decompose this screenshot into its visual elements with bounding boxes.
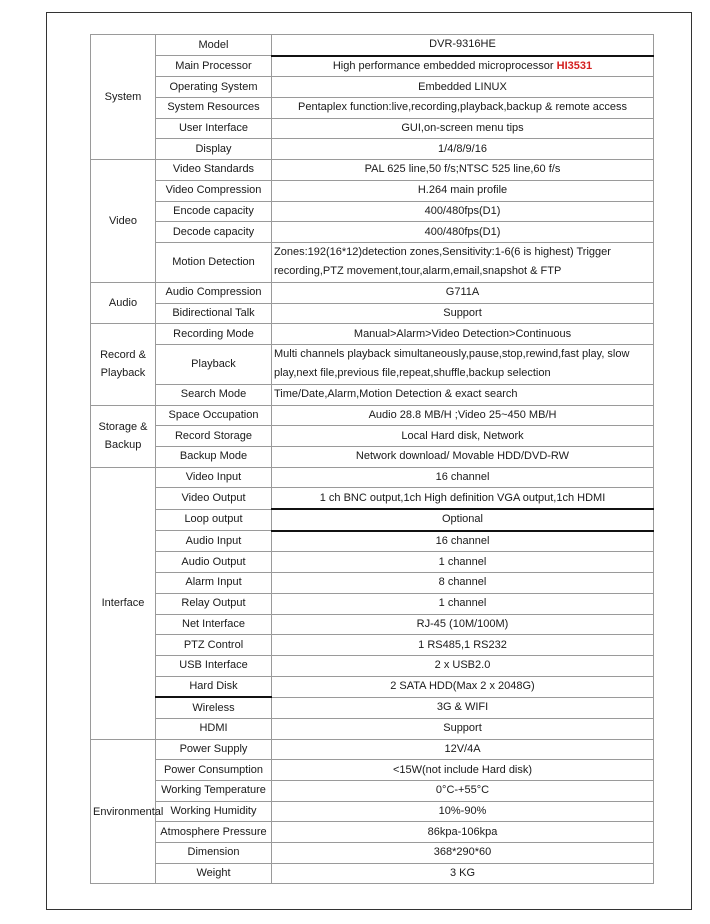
table-row [91, 77, 654, 98]
table-row [91, 222, 654, 243]
spec-value: H.264 main profile [272, 180, 654, 201]
processor-highlight: HI3531 [556, 60, 593, 73]
spec-value-text: High performance embedded microprocessor [332, 60, 554, 73]
spec-label: Video Output [156, 488, 272, 509]
spec-value: G711A [272, 282, 654, 303]
spec-label: Audio Compression [156, 282, 272, 303]
table-row [91, 781, 654, 802]
spec-label: Space Occupation [156, 405, 272, 426]
table-row [91, 697, 654, 718]
spec-label: Audio Output [156, 552, 272, 573]
spec-label: Dimension [156, 843, 272, 864]
table-row [91, 635, 654, 656]
spec-value: Network download/ Movable HDD/DVD-RW [272, 447, 654, 468]
spec-value: <15W(not include Hard disk) [272, 760, 654, 781]
table-row [91, 180, 654, 201]
spec-label: Search Mode [156, 384, 272, 405]
table-row [91, 863, 654, 884]
spec-label: HDMI [156, 718, 272, 739]
spec-label: Relay Output [156, 593, 272, 614]
spec-label: Video Input [156, 467, 272, 488]
spec-label: USB Interface [156, 655, 272, 676]
table-row [91, 56, 654, 77]
table-row [91, 35, 654, 56]
table-row [91, 822, 654, 843]
spec-label: Hard Disk [156, 676, 272, 697]
table-row [91, 282, 654, 303]
spec-label: PTZ Control [156, 635, 272, 656]
spec-value: Manual>Alarm>Video Detection>Continuous [272, 324, 654, 345]
category-cell: Interface [91, 467, 156, 739]
spec-label: Wireless [156, 697, 272, 718]
spec-label: Record Storage [156, 426, 272, 447]
spec-table [90, 34, 654, 884]
table-row [91, 426, 654, 447]
category-cell: Record & Playback [91, 324, 156, 405]
spec-value: Multi channels playback simultaneously,pause,stop,rewind,fast play, slow play,next file,previous file,repeat,shuffle,backup selection [272, 344, 654, 384]
table-row [91, 760, 654, 781]
spec-value: 368*290*60 [272, 843, 654, 864]
spec-value: Local Hard disk, Network [272, 426, 654, 447]
table-row [91, 739, 654, 760]
spec-label: Working Temperature [156, 781, 272, 802]
table-row [91, 509, 654, 531]
spec-value: 3 KG [272, 863, 654, 884]
spec-value: Pentaplex function:live,recording,playback,backup & remote access [272, 98, 654, 119]
table-row [91, 531, 654, 552]
spec-label: Display [156, 139, 272, 160]
spec-label: User Interface [156, 118, 272, 139]
spec-value: 12V/4A [272, 739, 654, 760]
spec-value: 3G & WIFI [272, 697, 654, 718]
spec-label: Recording Mode [156, 324, 272, 345]
spec-value: GUI,on-screen menu tips [272, 118, 654, 139]
spec-value: 1 channel [272, 552, 654, 573]
spec-label: Encode capacity [156, 201, 272, 222]
table-row [91, 405, 654, 426]
category-cell: System [91, 35, 156, 160]
spec-label: Alarm Input [156, 573, 272, 594]
spec-value: 16 channel [272, 531, 654, 552]
spec-value: 1 channel [272, 593, 654, 614]
spec-label: Motion Detection [156, 242, 272, 282]
category-cell: Video [91, 160, 156, 283]
spec-value: 8 channel [272, 573, 654, 594]
spec-value: 1/4/8/9/16 [272, 139, 654, 160]
spec-label: Decode capacity [156, 222, 272, 243]
table-row [91, 573, 654, 594]
table-row [91, 843, 654, 864]
table-row [91, 201, 654, 222]
spec-value: Support [272, 718, 654, 739]
category-cell: Environmental [91, 739, 156, 884]
spec-label: Net Interface [156, 614, 272, 635]
spec-label: Video Compression [156, 180, 272, 201]
table-row [91, 593, 654, 614]
table-row [91, 447, 654, 468]
spec-label: System Resources [156, 98, 272, 119]
table-row [91, 655, 654, 676]
spec-value: DVR-9316HE [272, 35, 654, 56]
spec-value: RJ-45 (10M/100M) [272, 614, 654, 635]
table-row [91, 242, 654, 282]
spec-value: 400/480fps(D1) [272, 201, 654, 222]
category-cell: Audio [91, 282, 156, 323]
table-row [91, 676, 654, 697]
spec-value: Zones:192(16*12)detection zones,Sensitivity:1-6(6 is highest) Trigger recording,PTZ movement,tour,alarm,email,snapshot & FTP [272, 242, 654, 282]
spec-value: Embedded LINUX [272, 77, 654, 98]
spec-value: Audio 28.8 MB/H ;Video 25~450 MB/H [272, 405, 654, 426]
spec-value: Time/Date,Alarm,Motion Detection & exact search [272, 384, 654, 405]
spec-label: Weight [156, 863, 272, 884]
spec-value: 1 ch BNC output,1ch High definition VGA output,1ch HDMI [272, 488, 654, 509]
table-row [91, 160, 654, 181]
table-row [91, 303, 654, 324]
spec-label: Bidirectional Talk [156, 303, 272, 324]
table-row [91, 344, 654, 384]
spec-label: Working Humidity [156, 801, 272, 822]
table-row [91, 118, 654, 139]
spec-label: Audio Input [156, 531, 272, 552]
table-row [91, 614, 654, 635]
spec-value: PAL 625 line,50 f/s;NTSC 525 line,60 f/s [272, 160, 654, 181]
spec-label: Loop output [156, 509, 272, 531]
table-row [91, 467, 654, 488]
spec-value: Optional [272, 509, 654, 531]
category-cell: Storage & Backup [91, 405, 156, 467]
spec-value [272, 56, 654, 77]
spec-label: Backup Mode [156, 447, 272, 468]
table-row [91, 98, 654, 119]
table-row [91, 139, 654, 160]
spec-label: Power Supply [156, 739, 272, 760]
spec-value: 0°C-+55°C [272, 781, 654, 802]
spec-label: Atmosphere Pressure [156, 822, 272, 843]
spec-label: Main Processor [156, 56, 272, 77]
spec-label: Model [156, 35, 272, 56]
spec-value: Support [272, 303, 654, 324]
spec-value: 400/480fps(D1) [272, 222, 654, 243]
table-row [91, 384, 654, 405]
spec-value: 1 RS485,1 RS232 [272, 635, 654, 656]
spec-value: 2 SATA HDD(Max 2 x 2048G) [272, 676, 654, 697]
table-row [91, 324, 654, 345]
spec-label: Video Standards [156, 160, 272, 181]
spec-value: 16 channel [272, 467, 654, 488]
spec-label: Operating System [156, 77, 272, 98]
spec-value: 10%-90% [272, 801, 654, 822]
spec-value: 86kpa-106kpa [272, 822, 654, 843]
table-row [91, 552, 654, 573]
spec-value: 2 x USB2.0 [272, 655, 654, 676]
spec-label: Power Consumption [156, 760, 272, 781]
table-row [91, 488, 654, 509]
table-row [91, 718, 654, 739]
table-row [91, 801, 654, 822]
spec-label: Playback [156, 344, 272, 384]
